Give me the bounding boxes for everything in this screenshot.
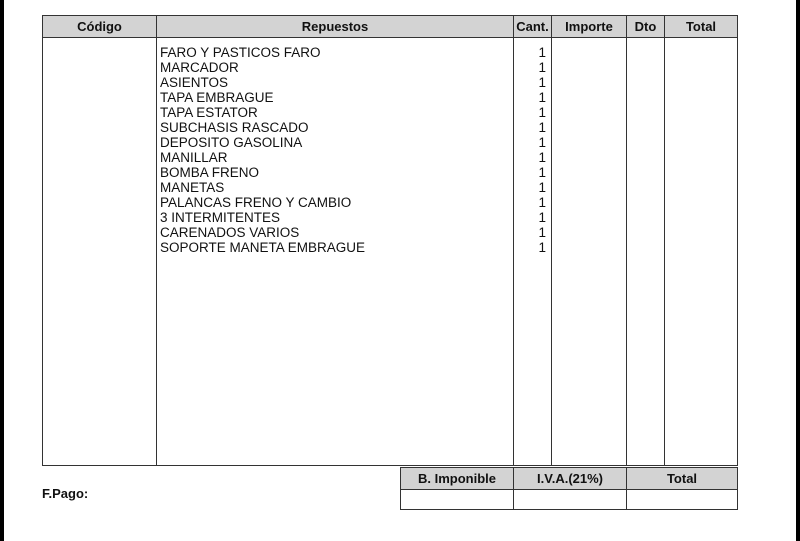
header-code: Código	[77, 19, 122, 34]
table-row-qty: 1	[538, 210, 546, 225]
table-row-qty: 1	[538, 45, 546, 60]
table-row-qty: 1	[538, 165, 546, 180]
table-header-row	[43, 16, 737, 38]
table-row-description: MANETAS	[160, 180, 225, 195]
table-row-qty: 1	[538, 180, 546, 195]
table-row-description: TAPA ESTATOR	[160, 105, 258, 120]
header-parts: Repuestos	[301, 19, 369, 34]
table-row-qty: 1	[538, 60, 546, 75]
left-border-edge	[0, 0, 4, 541]
payment-method-label: F.Pago:	[42, 486, 89, 501]
parts-description-column	[160, 45, 510, 255]
column-divider	[551, 16, 552, 465]
taxable-base-header: B. Imponible	[418, 471, 496, 486]
table-row-description: MARCADOR	[160, 60, 239, 75]
table-row-qty: 1	[538, 195, 546, 210]
totals-divider	[513, 468, 514, 509]
vat-header: I.V.A.(21%)	[537, 471, 603, 486]
table-row-qty: 1	[538, 120, 546, 135]
table-row-description: TAPA EMBRAGUE	[160, 90, 274, 105]
table-row-description: BOMBA FRENO	[160, 165, 260, 180]
table-row-description: FARO Y PASTICOS FARO	[160, 45, 321, 60]
table-row-description: CARENADOS VARIOS	[160, 225, 300, 240]
table-row-description: PALANCAS FRENO Y CAMBIO	[160, 195, 352, 210]
totals-divider	[626, 468, 627, 509]
table-row-qty: 1	[538, 90, 546, 105]
table-row-qty: 1	[538, 240, 546, 255]
totals-header-row	[401, 468, 737, 490]
table-row-description: MANILLAR	[160, 150, 228, 165]
header-amount: Importe	[565, 19, 613, 34]
parts-quantity-column	[516, 45, 546, 255]
header-total: Total	[685, 19, 717, 34]
table-row-description: ASIENTOS	[160, 75, 229, 90]
column-divider	[664, 16, 665, 465]
table-row-qty: 1	[538, 75, 546, 90]
table-row-qty: 1	[538, 105, 546, 120]
column-divider	[626, 16, 627, 465]
column-divider	[513, 16, 514, 465]
table-row-description: SOPORTE MANETA EMBRAGUE	[160, 240, 366, 255]
table-row-qty: 1	[538, 135, 546, 150]
header-qty: Cant.	[516, 19, 549, 34]
table-row-description: SUBCHASIS RASCADO	[160, 120, 309, 135]
header-discount: Dto	[634, 19, 657, 34]
table-row-description: DEPOSITO GASOLINA	[160, 135, 303, 150]
table-row-qty: 1	[538, 150, 546, 165]
grand-total-header: Total	[666, 471, 698, 486]
table-row-qty: 1	[538, 225, 546, 240]
totals-table	[400, 467, 738, 510]
parts-table	[42, 15, 738, 466]
table-row-description: 3 INTERMITENTES	[160, 210, 281, 225]
right-border-edge	[796, 0, 800, 541]
column-divider	[156, 16, 157, 465]
